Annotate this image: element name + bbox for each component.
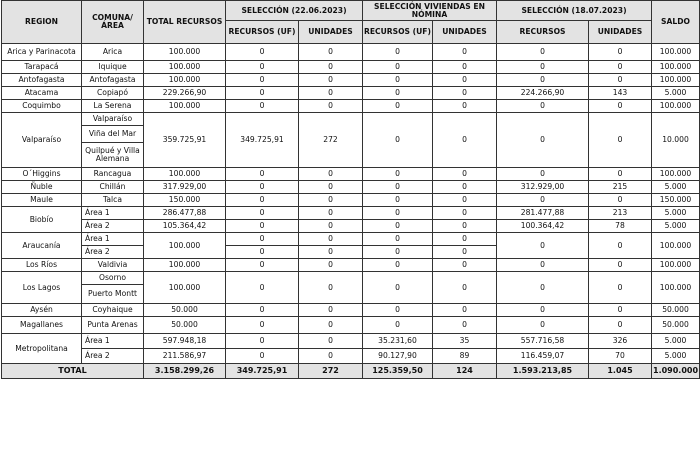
total-cell: 50.000 [144,304,226,317]
resources-table [1,0,700,379]
value-cell: 0 [497,272,589,304]
value-cell: 0 [497,61,589,74]
value-cell: 0 [433,246,497,259]
total-cell: 100.000 [144,61,226,74]
value-cell: 0 [226,233,299,246]
value-cell: 0 [299,304,363,317]
value-cell: 215 [589,181,652,194]
table-row [2,233,700,246]
value-cell: 1.593.213,85 [497,364,589,379]
total-label: TOTAL [2,364,144,379]
value-cell: 0 [363,272,433,304]
saldo-cell: 100.000 [652,272,700,304]
value-cell: 0 [589,61,652,74]
table-row [2,181,700,194]
value-cell: 0 [363,181,433,194]
value-cell: 0 [299,317,363,334]
saldo-cell: 5.000 [652,220,700,233]
value-cell: 0 [226,74,299,87]
header-s3-unidades: UNIDADES [589,21,652,44]
value-cell: 0 [299,194,363,207]
value-cell: 0 [226,334,299,349]
value-cell: 0 [363,304,433,317]
value-cell: 0 [226,61,299,74]
total-cell: 50.000 [144,317,226,334]
total-cell: 105.364,42 [144,220,226,233]
value-cell: 0 [589,259,652,272]
value-cell: 0 [299,220,363,233]
value-cell: 0 [226,259,299,272]
value-cell: 0 [226,317,299,334]
value-cell: 272 [299,364,363,379]
saldo-cell: 100.000 [652,61,700,74]
total-cell: 359.725,91 [144,113,226,168]
value-cell: 557.716,58 [497,334,589,349]
value-cell: 0 [589,194,652,207]
value-cell: 0 [299,168,363,181]
value-cell: 0 [433,220,497,233]
value-cell: 0 [433,168,497,181]
header-s3-recursos: RECURSOS [497,21,589,44]
total-cell: 100.000 [144,168,226,181]
total-cell: 3.158.299,26 [144,364,226,379]
value-cell: 0 [433,194,497,207]
value-cell: 0 [299,61,363,74]
value-cell: 281.477,88 [497,207,589,220]
value-cell: 0 [226,168,299,181]
value-cell: 0 [299,334,363,349]
total-cell: 211.586,97 [144,349,226,364]
saldo-cell: 5.000 [652,207,700,220]
region-cell: Valparaíso [2,113,82,168]
value-cell: 124 [433,364,497,379]
value-cell: 0 [433,207,497,220]
saldo-cell: 100.000 [652,100,700,113]
value-cell: 0 [497,74,589,87]
value-cell: 90.127,90 [363,349,433,364]
total-cell: 100.000 [144,259,226,272]
total-cell: 100.000 [144,100,226,113]
comuna-cell: Rancagua [82,168,144,181]
saldo-cell: 100.000 [652,44,700,61]
value-cell: 0 [226,87,299,100]
value-cell: 0 [299,44,363,61]
value-cell: 0 [299,349,363,364]
region-cell: Atacama [2,87,82,100]
value-cell: 78 [589,220,652,233]
value-cell: 0 [299,246,363,259]
value-cell: 349.725,91 [226,113,299,168]
comuna-cell: Valparaíso [82,113,144,126]
saldo-cell: 5.000 [652,87,700,100]
comuna-cell: Copiapó [82,87,144,100]
saldo-cell: 50.000 [652,304,700,317]
value-cell: 0 [363,168,433,181]
header-total: TOTAL RECURSOS [144,1,226,44]
value-cell: 272 [299,113,363,168]
value-cell: 0 [226,304,299,317]
value-cell: 0 [363,61,433,74]
table-row [2,259,700,272]
comuna-cell: Área 1 [82,207,144,220]
saldo-cell: 10.000 [652,113,700,168]
value-cell: 0 [363,317,433,334]
region-cell: Los Lagos [2,272,82,304]
value-cell: 0 [226,44,299,61]
header-region: REGION [2,1,82,44]
header-s2-recursos: RECURSOS (UF) [363,21,433,44]
value-cell: 0 [589,317,652,334]
saldo-cell: 100.000 [652,168,700,181]
value-cell: 0 [299,87,363,100]
comuna-cell: Chillán [82,181,144,194]
total-cell: 100.000 [144,233,226,259]
comuna-cell: Arica [82,44,144,61]
total-cell: 229.266,90 [144,87,226,100]
value-cell: 0 [299,259,363,272]
value-cell: 0 [226,207,299,220]
region-cell: Antofagasta [2,74,82,87]
header-s1-recursos: RECURSOS (UF) [226,21,299,44]
value-cell: 0 [433,87,497,100]
value-cell: 0 [497,194,589,207]
value-cell: 0 [433,272,497,304]
table-row [2,100,700,113]
value-cell: 0 [363,113,433,168]
comuna-cell: Valdivia [82,259,144,272]
comuna-cell: Coyhaique [82,304,144,317]
value-cell: 0 [299,272,363,304]
value-cell: 0 [226,272,299,304]
table-row [2,87,700,100]
comuna-cell: Área 2 [82,246,144,259]
table-row [2,220,700,233]
value-cell: 0 [299,207,363,220]
header-selection-3: SELECCIÓN (18.07.2023) [497,1,652,21]
value-cell: 0 [589,44,652,61]
value-cell: 35 [433,334,497,349]
region-cell: Coquimbo [2,100,82,113]
comuna-cell: Antofagasta [82,74,144,87]
value-cell: 0 [589,233,652,259]
value-cell: 224.266,90 [497,87,589,100]
value-cell: 0 [433,317,497,334]
table-row [2,74,700,87]
value-cell: 100.364,42 [497,220,589,233]
value-cell: 0 [589,272,652,304]
region-cell: Tarapacá [2,61,82,74]
table-row [2,317,700,334]
comuna-cell: Viña del Mar [82,126,144,143]
total-cell: 100.000 [144,74,226,87]
value-cell: 0 [226,100,299,113]
value-cell: 0 [299,100,363,113]
comuna-cell: Iquique [82,61,144,74]
value-cell: 35.231,60 [363,334,433,349]
value-cell: 0 [226,181,299,194]
value-cell: 0 [589,304,652,317]
comuna-cell: Punta Arenas [82,317,144,334]
value-cell: 0 [497,317,589,334]
header-saldo: SALDO [652,1,700,44]
saldo-cell: 5.000 [652,349,700,364]
value-cell: 125.359,50 [363,364,433,379]
saldo-cell: 5.000 [652,181,700,194]
value-cell: 0 [497,100,589,113]
value-cell: 0 [497,259,589,272]
region-cell: Maule [2,194,82,207]
value-cell: 0 [363,259,433,272]
region-cell: O´Higgins [2,168,82,181]
value-cell: 0 [433,181,497,194]
value-cell: 326 [589,334,652,349]
saldo-cell: 5.000 [652,334,700,349]
comuna-cell: Área 2 [82,349,144,364]
table-row [2,304,700,317]
value-cell: 0 [589,168,652,181]
table-row [2,334,700,349]
saldo-cell: 100.000 [652,233,700,259]
value-cell: 0 [363,87,433,100]
value-cell: 143 [589,87,652,100]
total-cell: 317.929,00 [144,181,226,194]
header-selection-1: SELECCIÓN (22.06.2023) [226,1,363,21]
table-row [2,113,700,126]
header-s1-unidades: UNIDADES [299,21,363,44]
total-cell: 150.000 [144,194,226,207]
region-cell: Los Ríos [2,259,82,272]
total-row [2,364,700,379]
region-cell: Arica y Parinacota [2,44,82,61]
region-cell: Metropolitana [2,334,82,364]
header-row-1 [2,1,700,21]
value-cell: 116.459,07 [497,349,589,364]
value-cell: 0 [433,233,497,246]
value-cell: 0 [589,74,652,87]
value-cell: 0 [226,194,299,207]
comuna-cell: Área 2 [82,220,144,233]
comuna-cell: Talca [82,194,144,207]
table-row [2,44,700,61]
value-cell: 0 [433,61,497,74]
value-cell: 312.929,00 [497,181,589,194]
value-cell: 0 [226,220,299,233]
region-cell: Araucanía [2,233,82,259]
value-cell: 0 [433,74,497,87]
value-cell: 0 [497,233,589,259]
value-cell: 0 [363,233,433,246]
value-cell: 0 [497,113,589,168]
value-cell: 0 [433,113,497,168]
value-cell: 0 [589,113,652,168]
value-cell: 0 [226,246,299,259]
comuna-cell: La Serena [82,100,144,113]
value-cell: 0 [363,194,433,207]
value-cell: 0 [497,168,589,181]
value-cell: 0 [497,44,589,61]
table-row [2,349,700,364]
value-cell: 0 [299,181,363,194]
region-cell: Biobío [2,207,82,233]
saldo-cell: 50.000 [652,317,700,334]
value-cell: 0 [363,44,433,61]
value-cell: 0 [433,100,497,113]
table-row [2,61,700,74]
value-cell: 0 [363,74,433,87]
value-cell: 0 [433,259,497,272]
region-cell: Magallanes [2,317,82,334]
total-cell: 597.948,18 [144,334,226,349]
region-cell: Ñuble [2,181,82,194]
value-cell: 0 [363,220,433,233]
value-cell: 0 [433,304,497,317]
table-row [2,194,700,207]
value-cell: 0 [497,304,589,317]
value-cell: 89 [433,349,497,364]
region-cell: Aysén [2,304,82,317]
saldo-cell: 150.000 [652,194,700,207]
comuna-cell: Área 1 [82,334,144,349]
value-cell: 0 [363,207,433,220]
comuna-cell: Puerto Montt [82,285,144,304]
value-cell: 0 [299,233,363,246]
table-row [2,207,700,220]
total-cell: 286.477,88 [144,207,226,220]
value-cell: 0 [433,44,497,61]
saldo-cell: 100.000 [652,259,700,272]
value-cell: 349.725,91 [226,364,299,379]
value-cell: 0 [299,74,363,87]
total-cell: 100.000 [144,272,226,304]
table-row [2,272,700,285]
saldo-cell: 100.000 [652,74,700,87]
comuna-cell: Quilpué y Villa Alemana [82,143,144,168]
value-cell: 0 [589,100,652,113]
value-cell: 213 [589,207,652,220]
comuna-cell: Osorno [82,272,144,285]
header-selection-2: SELECCIÓN VIVIENDAS EN NÓMINA [363,1,497,21]
value-cell: 0 [363,246,433,259]
saldo-cell: 1.090.000 [652,364,700,379]
comuna-cell: Área 1 [82,233,144,246]
value-cell: 70 [589,349,652,364]
header-comuna: COMUNA/ ÁREA [82,1,144,44]
table-row [2,168,700,181]
total-cell: 100.000 [144,44,226,61]
value-cell: 0 [363,100,433,113]
value-cell: 1.045 [589,364,652,379]
value-cell: 0 [226,349,299,364]
header-s2-unidades: UNIDADES [433,21,497,44]
